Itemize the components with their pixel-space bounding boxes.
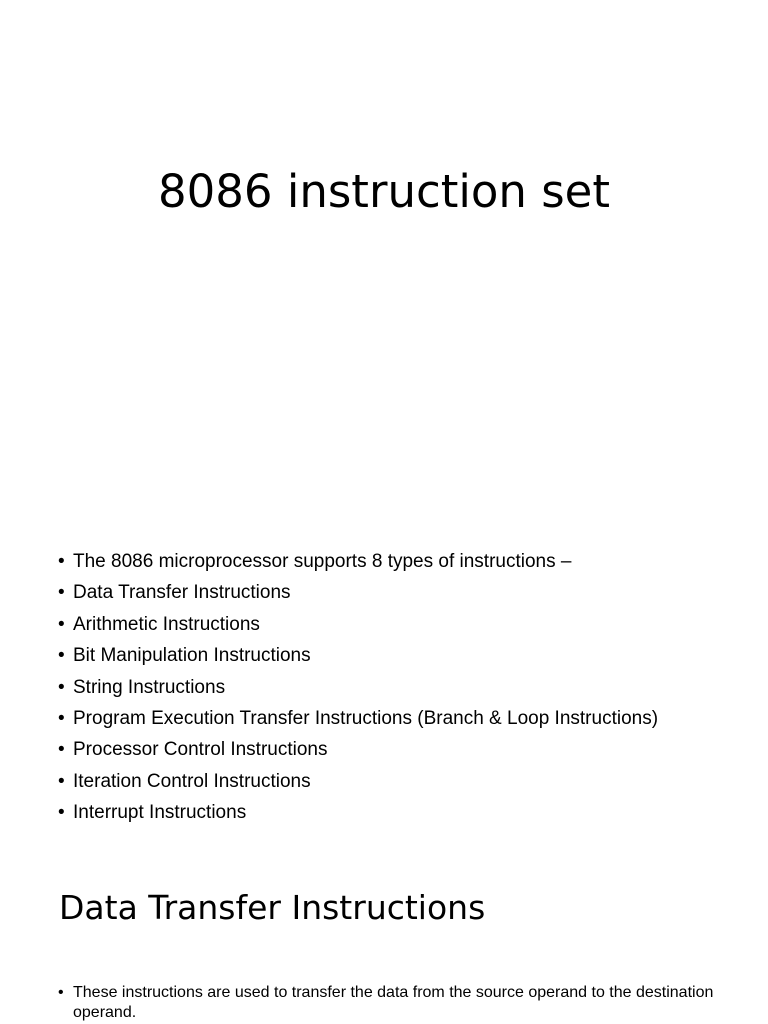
list-item <box>58 703 748 734</box>
bullet-marker: • <box>58 613 65 635</box>
bullet-marker: • <box>58 739 65 761</box>
list-item <box>58 734 748 765</box>
list-item <box>58 546 748 577</box>
bullet-marker: • <box>58 551 65 572</box>
bullet-marker: • <box>58 707 65 729</box>
list-item <box>58 766 748 797</box>
list-item-text: These instructions are used to transfer the data from the source operand to the destination operand. <box>73 984 714 1021</box>
slide-title: 8086 instruction set <box>158 165 610 218</box>
bullet-marker: • <box>58 582 65 604</box>
section-bullet-list <box>58 983 718 1023</box>
instruction-types-list <box>58 546 748 829</box>
bullet-marker: • <box>58 770 65 792</box>
list-item-text: Processor Control Instructions <box>73 739 328 761</box>
bullet-marker: • <box>58 984 64 1001</box>
list-item <box>58 640 748 671</box>
list-item-text: Iteration Control Instructions <box>73 770 311 792</box>
list-item-text: The 8086 microprocessor supports 8 types of instructions – <box>73 551 572 572</box>
bullet-marker: • <box>58 676 65 698</box>
list-item-text: Bit Manipulation Instructions <box>73 645 311 667</box>
list-item <box>58 983 718 1023</box>
list-item <box>58 797 748 828</box>
list-item <box>58 672 748 703</box>
list-item <box>58 577 748 608</box>
list-item-text: Program Execution Transfer Instructions (Branch & Loop Instructions) <box>73 707 659 729</box>
section-heading: Data Transfer Instructions <box>59 888 486 927</box>
bullet-marker: • <box>58 802 65 824</box>
list-item-text: Data Transfer Instructions <box>73 582 291 604</box>
bullet-marker: • <box>58 645 65 667</box>
list-item-text: String Instructions <box>73 676 226 698</box>
list-item-text: Interrupt Instructions <box>73 802 247 824</box>
list-item-text: Arithmetic Instructions <box>73 613 260 635</box>
list-item <box>58 609 748 640</box>
